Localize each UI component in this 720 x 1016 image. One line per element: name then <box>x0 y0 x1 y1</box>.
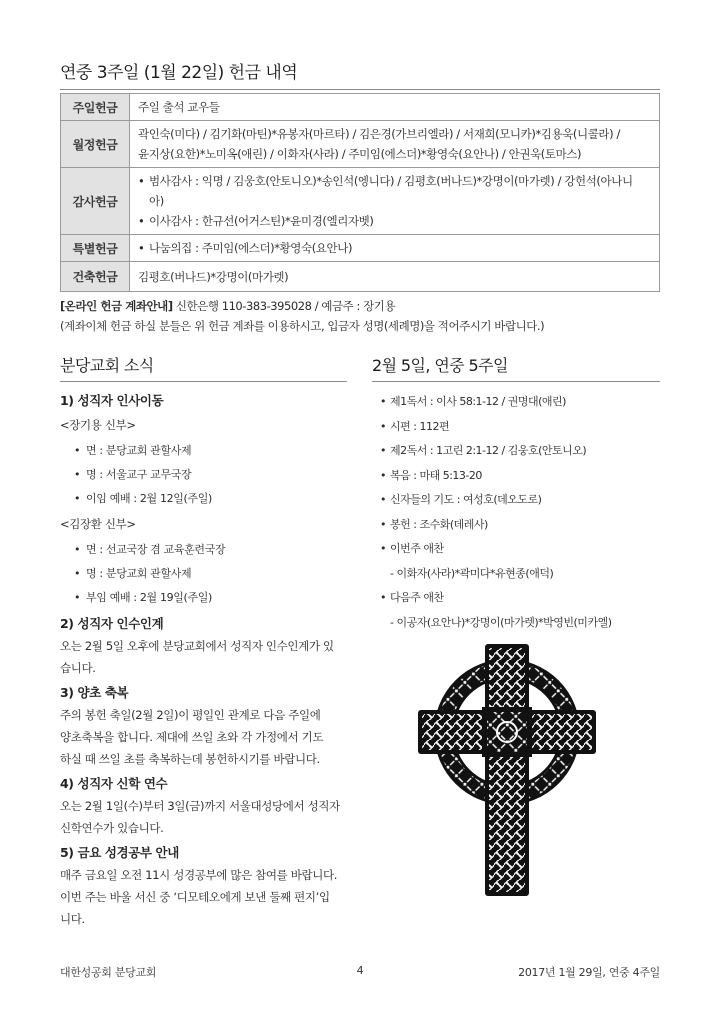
priest-list <box>60 538 347 610</box>
offering-value <box>130 121 660 168</box>
list-item: • 면 : 분당교회 관할사제 <box>74 439 347 463</box>
offering-list <box>138 171 651 231</box>
list-item: • 신자들의 기도 : 여성호(데오도로) <box>380 488 660 513</box>
table-row <box>61 235 660 262</box>
offering-value <box>130 168 660 235</box>
offering-value: 김평호(버나드)*강명이(마가렛) <box>130 262 660 292</box>
priest-list <box>60 439 347 511</box>
list-item: • 이임 예배 : 2월 12일(주일) <box>74 487 347 511</box>
table-row <box>61 168 660 235</box>
news-title: 분당교회 소식 <box>60 353 347 382</box>
list-item: • 명 : 서울교구 교무국장 <box>74 463 347 487</box>
offering-category: 특별헌금 <box>61 235 130 262</box>
church-news-section <box>60 353 347 930</box>
news-subhead: 5) 금요 성경공부 안내 <box>60 845 179 860</box>
news-text: 매주 금요일 오전 11시 성경공부에 많은 참여를 바랍니다. 이번 주는 바울 서신 중 ‘디모테오에게 보낸 둘째 편지’입 니다. <box>60 868 338 926</box>
table-row <box>61 262 660 292</box>
offering-category: 주일헌금 <box>61 94 130 121</box>
schedule-section <box>372 353 660 635</box>
online-label: [온라인 헌금 계좌안내] <box>60 299 173 313</box>
offering-category: 건축헌금 <box>61 262 130 292</box>
news-subhead: 3) 양초 축복 <box>60 685 129 700</box>
footer-date: 2017년 1월 29일, 연중 4주일 <box>518 966 660 979</box>
online-instruction: (계좌이체 헌금 하실 분들은 위 헌금 계좌를 이용하시고, 입금자 성명(세례명)을 적어주시기 바랍니다.) <box>60 319 545 333</box>
list-item: • 복음 : 마태 5:13-20 <box>380 464 660 489</box>
list-item: • 명 : 분당교회 관할사제 <box>74 562 347 586</box>
priest-name: <김장환 신부> <box>60 517 136 531</box>
offering-table <box>60 93 660 292</box>
online-account: 신한은행 110-383-395028 / 예금주 : 장기용 <box>172 299 396 313</box>
schedule-title: 2월 5일, 연중 5주일 <box>372 353 660 382</box>
list-item: • 시편 : 112편 <box>380 415 660 440</box>
list-item: • 범사감사 : 익명 / 김웅호(안토니오)*송인석(엥니다) / 김평호(버나드)*강명이(마가렛) / 강헌석(아나니 아) <box>138 171 651 211</box>
news-subhead: 1) 성직자 인사이동 <box>60 393 164 408</box>
list-item: • 다음주 애찬 <box>380 586 660 611</box>
footer-church-name: 대한성공회 분당교회 <box>60 966 157 979</box>
offering-line: 윤지상(요한)*노미옥(애린) / 이화자(사라) / 주미임(에스더)*황영숙(요안나) / 안권욱(토마스) <box>138 147 582 161</box>
list-item: • 면 : 선교국장 겸 교육훈련국장 <box>74 538 347 562</box>
offering-value <box>130 235 660 262</box>
offering-line: 곽인숙(미다) / 김기화(마틴)*유봉자(마르타) / 김은경(가브리엘라) / 서재희(모니카)*김용욱(니콜라) / <box>138 127 620 141</box>
list-item: • 이사감사 : 한규선(어거스틴)*윤미경(엘리자벳) <box>138 211 651 231</box>
offering-title: 연중 3주일 (1월 22일) 헌금 내역 <box>60 58 660 90</box>
list-item: • 제1독서 : 이사 58:1-12 / 권명대(애린) <box>380 390 660 415</box>
list-item: • 이번주 애찬 <box>380 537 660 562</box>
news-text: 오는 2월 1일(수)부터 3일(금)까지 서울대성당에서 성직자 신학연수가 있습니다. <box>60 799 340 835</box>
offering-category: 월정헌금 <box>61 121 130 168</box>
news-text: 주의 봉헌 축일(2월 2일)이 평일인 관계로 다음 주일에 양초축복을 합니다. 제대에 쓰일 초와 각 가정에서 기도 하실 때 쓰일 초를 축복하는데 봉헌하시기를 바랍니다. <box>60 708 324 766</box>
news-subhead: 4) 성직자 신학 연수 <box>60 776 168 791</box>
list-item: - 이공자(요안나)*강명이(마가렛)*박영빈(미카엘) <box>390 615 612 629</box>
table-row <box>61 94 660 121</box>
schedule-list <box>372 390 660 635</box>
table-row <box>61 121 660 168</box>
celtic-cross-icon <box>414 640 600 900</box>
list-item: • 제2독서 : 1고린 2:1-12 / 김웅호(안토니오) <box>380 439 660 464</box>
online-account-note <box>60 296 670 336</box>
offering-list <box>138 238 651 258</box>
offering-value: 주일 출석 교우들 <box>130 94 660 121</box>
offering-category: 감사헌금 <box>61 168 130 235</box>
list-item: - 이화자(사라)*곽미다*유현종(애덕) <box>390 566 554 580</box>
list-item: • 나눔의집 : 주미임(에스더)*황영숙(요안나) <box>138 238 651 258</box>
news-text: 오는 2월 5일 오후에 분당교회에서 성직자 인수인계가 있 습니다. <box>60 639 334 675</box>
priest-name: <장기용 신부> <box>60 418 136 432</box>
page-number: 4 <box>356 964 364 977</box>
list-item: • 봉헌 : 조수화(데레사) <box>380 513 660 538</box>
news-subhead: 2) 성직자 인수인계 <box>60 616 164 631</box>
list-item: • 부임 예배 : 2월 19일(주일) <box>74 586 347 610</box>
